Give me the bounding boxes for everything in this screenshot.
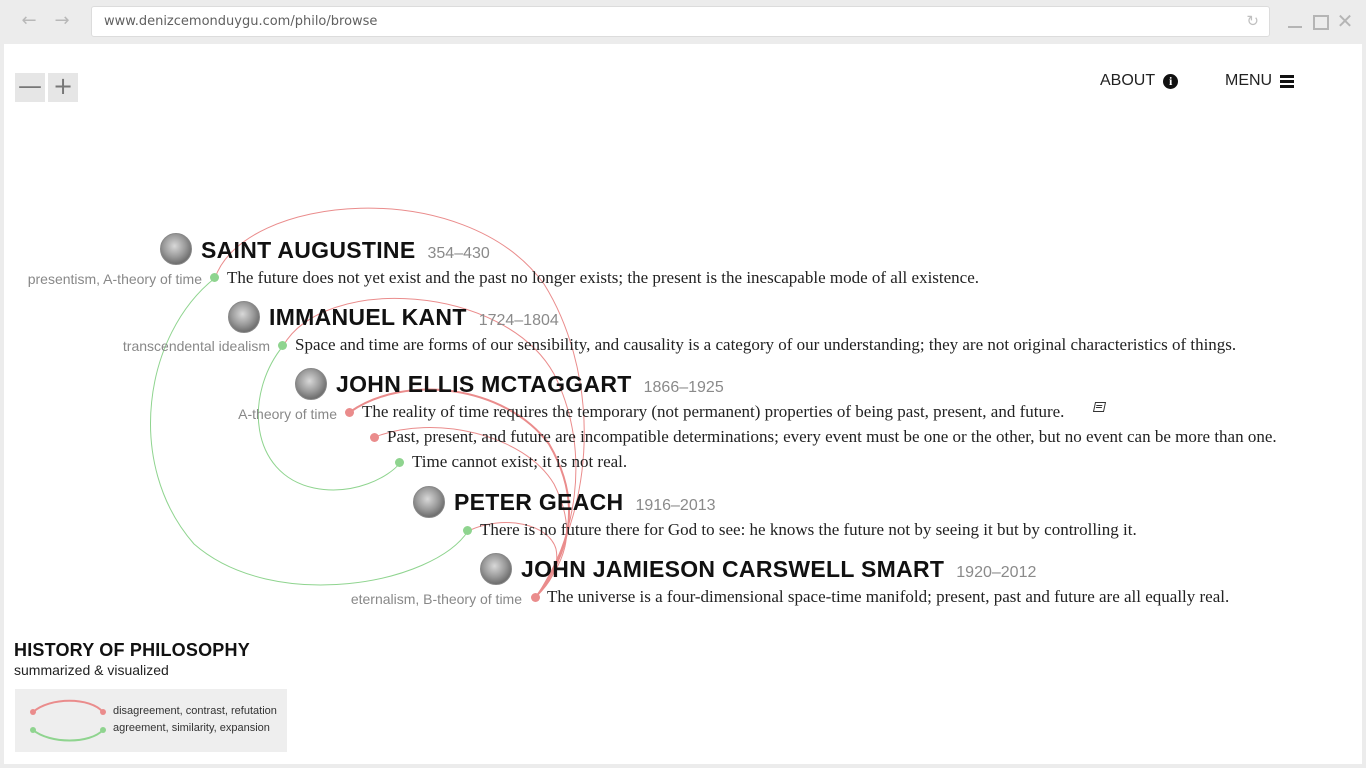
page-content [4,44,1362,764]
avatar-jjc-smart[interactable] [480,553,512,585]
legend-disagreement-label: disagreement, contrast, refutation [113,705,277,717]
avatar-immanuel-kant[interactable] [228,301,260,333]
philosopher-years: 1866–1925 [643,379,724,396]
avatar-john-ellis-mctaggart[interactable] [295,368,327,400]
close-window-icon[interactable]: ✕ [1336,9,1354,33]
philosophy-tag: A-theory of time [238,406,337,422]
philosopher-name: IMMANUEL KANT [269,304,467,330]
idea-text[interactable]: The reality of time requires the temporary (not permanent) properties of being past, present, and future. [362,402,1065,421]
idea-node[interactable] [395,458,404,467]
philosopher-heading[interactable] [336,371,724,398]
idea-node[interactable] [370,433,379,442]
philosopher-years: 354–430 [427,245,490,262]
info-icon: i [1163,74,1178,89]
idea-text[interactable]: There is no future there for God to see: he knows the future not by seeing it but by controlling it. [480,520,1137,539]
philosopher-name: JOHN ELLIS MCTAGGART [336,371,632,397]
address-bar[interactable] [91,6,1270,37]
idea-node[interactable] [278,341,287,350]
philosopher-years: 1920–2012 [956,564,1037,581]
philosopher-heading[interactable] [201,237,490,264]
philosopher-heading[interactable] [521,556,1036,583]
menu-label: MENU [1225,72,1273,89]
about-label: ABOUT [1100,72,1156,89]
back-arrow-icon[interactable]: ← [21,10,37,31]
idea-text[interactable]: Past, present, and future are incompatible determinations; every event must be one or the other, but no event can be more than one. [387,427,1277,446]
philosopher-heading[interactable] [454,489,716,516]
maximize-window-icon[interactable] [1311,11,1331,31]
avatar-peter-geach[interactable] [413,486,445,518]
philosophy-tag: transcendental idealism [122,338,270,354]
browser-chrome [0,0,1366,44]
philosopher-years: 1916–2013 [635,497,716,514]
idea-text[interactable]: Space and time are forms of our sensibility, and causality is a category of our understanding; they are not original characteristics of things. [295,335,1237,354]
philosophy-tag: presentism, A-theory of time [27,271,202,287]
idea-node[interactable] [210,273,219,282]
reload-icon[interactable]: ↻ [1246,12,1259,30]
avatar-saint-augustine[interactable] [160,233,192,265]
idea-text[interactable]: Time cannot exist; it is not real. [412,452,628,471]
idea-node[interactable] [345,408,354,417]
minimize-window-icon[interactable] [1286,11,1306,31]
legend [15,689,287,752]
zoom-in-button[interactable]: + [48,73,78,102]
philosopher-heading[interactable] [269,304,559,331]
book-icon[interactable] [1093,402,1106,412]
forward-arrow-icon[interactable]: → [54,10,70,31]
idea-node[interactable] [531,593,540,602]
philosophy-tag: eternalism, B-theory of time [350,591,522,607]
legend-agreement-label: agreement, similarity, expansion [113,722,270,734]
idea-text[interactable]: The universe is a four-dimensional space-time manifold; present, past and future are all equally real. [547,587,1230,606]
zoom-out-button[interactable]: — [15,73,45,102]
site-subtitle: summarized & visualized [14,662,169,678]
url-text: www.denizcemonduygu.com/philo/browse [104,14,378,29]
philosopher-years: 1724–1804 [478,312,559,329]
philosopher-name: PETER GEACH [454,489,624,515]
idea-node[interactable] [463,526,472,535]
philosopher-name: SAINT AUGUSTINE [201,237,416,263]
philosopher-name: JOHN JAMIESON CARSWELL SMART [521,556,945,582]
site-title[interactable]: HISTORY OF PHILOSOPHY [14,640,250,660]
idea-text[interactable]: The future does not yet exist and the past no longer exists; the present is the inescapable mode of all existence. [227,268,980,287]
legend-swatches [15,689,287,752]
